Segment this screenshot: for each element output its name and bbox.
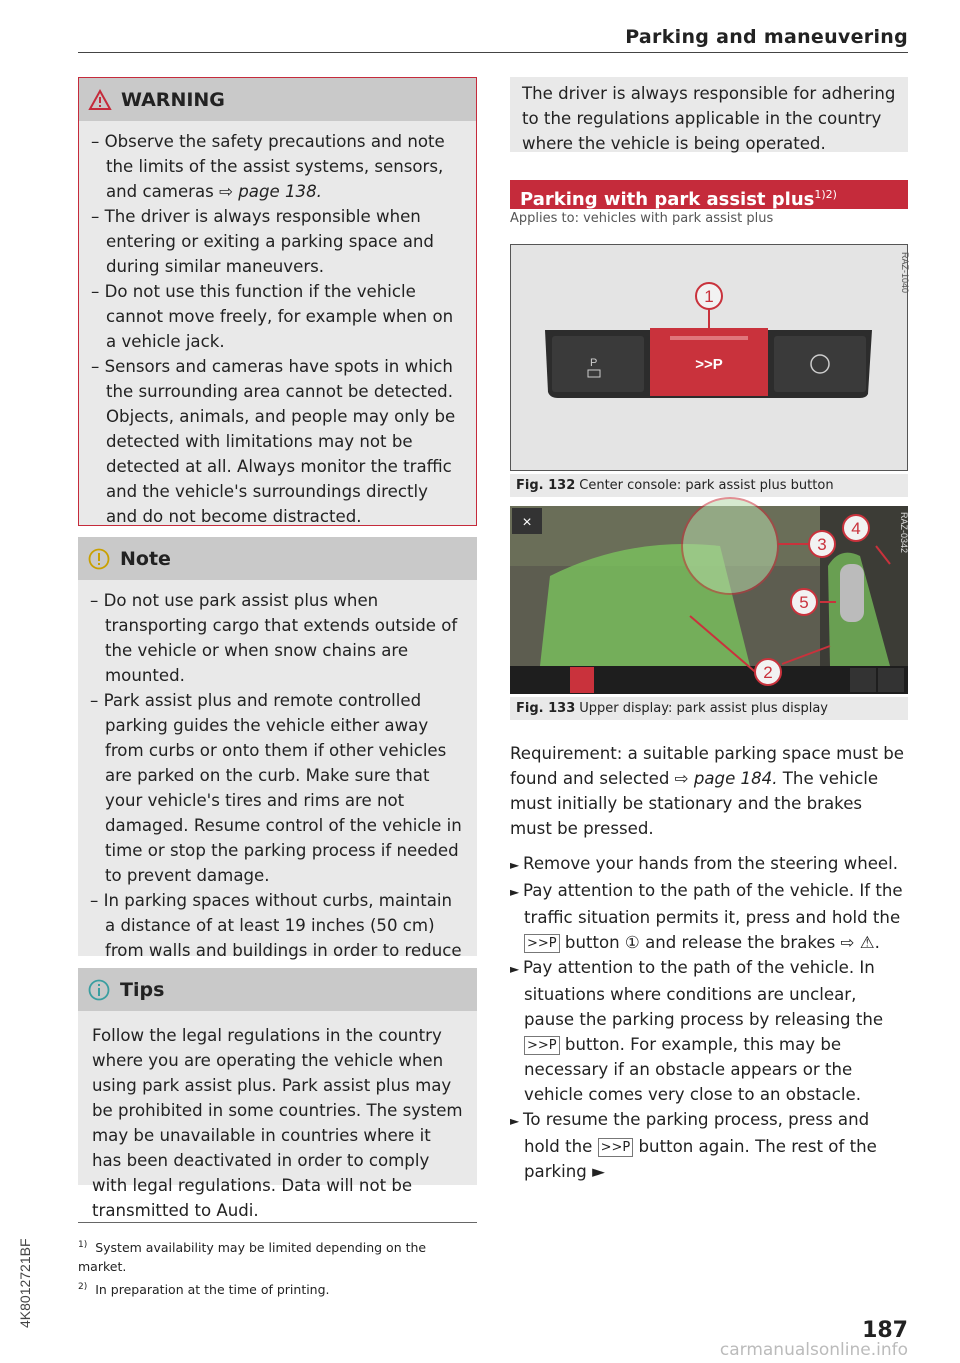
side-document-code xyxy=(16,1180,36,1330)
warning-box xyxy=(78,77,477,526)
list-item: – Do not use park assist plus when transporting cargo that extends outside of the vehicle or when snow chains are mounted. xyxy=(90,588,463,688)
svg-text:>>P: >>P xyxy=(695,356,723,373)
svg-text:P: P xyxy=(590,357,598,369)
svg-text:4: 4 xyxy=(851,519,861,538)
page-number: 187 xyxy=(862,1318,908,1343)
list-item: ► Pay attention to the path of the vehicle. If the traffic situation permits it, press and hold the >>P button ① and release the brakes ⇨ ⚠. xyxy=(510,878,908,955)
footnote: $^{1)}$ System availability may be limited depending on the market. xyxy=(78,1240,427,1275)
list-item: – In parking spaces without curbs, maintain a distance of at least 19 inches (50 cm) from walls and buildings in order to reduce xyxy=(90,888,463,988)
page-reference-link[interactable]: ⇨ page 184. xyxy=(674,769,778,788)
figure-133-display xyxy=(510,506,908,694)
figure-132-console xyxy=(510,244,908,471)
list-item: – Do not use this function if the vehicle cannot move freely, for example when on a vehicle jack. xyxy=(91,279,462,354)
warning-triangle-icon xyxy=(89,90,111,110)
info-circle-icon xyxy=(88,979,110,1001)
note-title: Note xyxy=(120,547,171,570)
svg-text:2: 2 xyxy=(763,663,773,682)
steps-list xyxy=(510,851,908,1184)
svg-text:5: 5 xyxy=(799,593,809,612)
applies-to-text: Applies to: vehicles with park assist plus xyxy=(510,211,774,226)
footnotes-rule xyxy=(78,1222,477,1223)
list-item: ► To resume the parking process, press and hold the >>P button again. The rest of the parking ► xyxy=(510,1107,908,1184)
exclamation-circle-icon xyxy=(88,548,110,570)
park-assist-button-label: >>P xyxy=(524,934,560,953)
figure-133-caption: Fig. 133 Upper display: park assist plus display xyxy=(510,697,908,720)
watermark: carmanualsonline.info xyxy=(719,1340,908,1360)
body-text xyxy=(510,741,908,1184)
header-rule xyxy=(78,52,908,53)
list-item: – Park assist plus and remote controlled parking guides the vehicle either away from curbs or onto them if other vehicles are parked on the curb. Make sure that your vehicle's tires and rims are not damaged. Resume control of the vehicle in time or stop the parking process if needed to prevent damage. xyxy=(90,688,463,888)
page-reference-link[interactable]: ⇨ page 138. xyxy=(219,182,322,201)
svg-text:4K8012721BF: 4K8012721BF xyxy=(17,1238,33,1328)
requirement-paragraph: Requirement: a suitable parking space must be found and selected ⇨ page 184. The vehicle must initially be stationary and the brakes must be pressed. xyxy=(510,744,904,838)
tips-title: Tips xyxy=(120,978,165,1001)
park-assist-button-label: >>P xyxy=(524,1036,560,1055)
tips-box xyxy=(78,968,477,1220)
list-item: ► Remove your hands from the steering wheel. xyxy=(510,851,908,878)
figure-132-caption: Fig. 132 Center console: park assist plus button xyxy=(510,474,908,497)
svg-text:RAZ-1040: RAZ-1040 xyxy=(900,252,910,294)
warning-list xyxy=(79,121,476,535)
svg-text:×: × xyxy=(522,514,532,531)
intro-box: The driver is always responsible for adhering to the regulations applicable in the country where the vehicle is being operated. xyxy=(510,77,908,152)
warning-title: WARNING xyxy=(121,88,225,111)
list-item: – Sensors and cameras have spots in which the surrounding area cannot be detected. Objects, animals, and people may only be detected with limitations may not be detected at all. Always monitor the traffic and the vehicle's surroundings directly and do not become distracted. xyxy=(91,354,462,529)
page-header-title: Parking and maneuvering xyxy=(625,26,908,48)
svg-text:3: 3 xyxy=(817,535,827,554)
park-assist-button-label: >>P xyxy=(598,1138,634,1157)
note-box xyxy=(78,537,477,960)
tips-text: Follow the legal regulations in the country where you are operating the vehicle when using park assist plus. Park assist plus may be prohibited in some countries. The system may be unavailable in countries where it has been deactivated in order to comply with legal regulations. Data will not be transmitted to Audi. xyxy=(92,1026,463,1220)
warning-header xyxy=(79,78,476,121)
note-list xyxy=(78,580,477,994)
list-item: – The driver is always responsible when entering or exiting a parking space and during similar maneuvers. xyxy=(91,204,462,279)
svg-text:RAZ-0342: RAZ-0342 xyxy=(899,512,909,554)
section-heading: Parking with park assist plus$^{1)2)}$ xyxy=(510,180,908,209)
list-item: – Observe the safety precautions and note the limits of the assist systems, sensors, and cameras ⇨ page 138. xyxy=(91,129,462,204)
note-header xyxy=(78,537,477,580)
tips-header xyxy=(78,968,477,1011)
list-item: ► Pay attention to the path of the vehicle. In situations where conditions are unclear, pause the parking process by releasing the >>P button. For example, this may be necessary if an obstacle appears or the vehicle comes very close to an obstacle. xyxy=(510,955,908,1107)
svg-text:1: 1 xyxy=(704,287,714,306)
footnote: $^{2)}$ In preparation at the time of printing. xyxy=(78,1282,330,1298)
